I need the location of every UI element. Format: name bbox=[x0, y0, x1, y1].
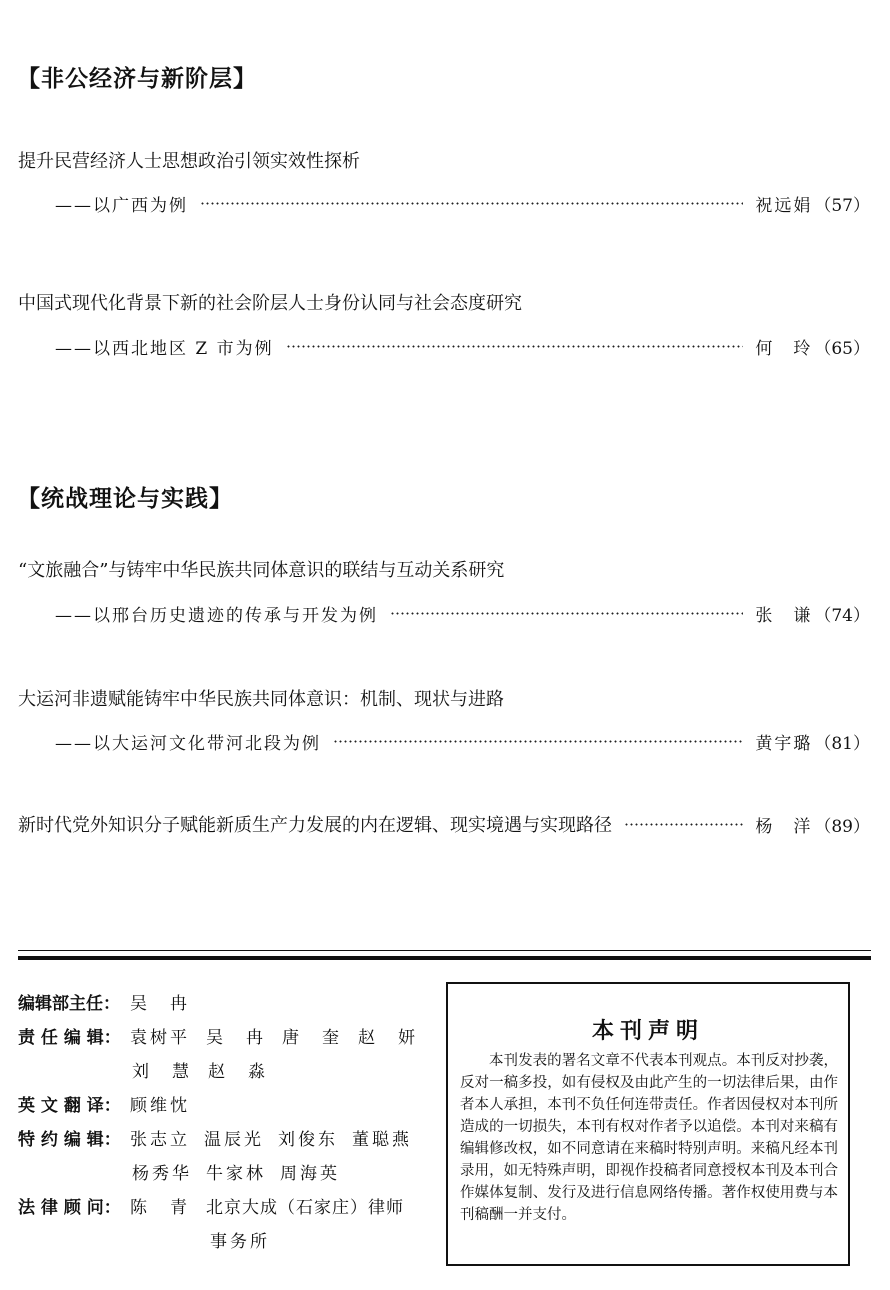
article-author: 张 谦 bbox=[755, 605, 813, 626]
notice-body: 本刊发表的署名文章不代表本刊观点。本刊反对抄袭，反对一稿多投，如有侵权及由此产生的一切法律后果，由作者本人承担，本刊不负任何连带责任。作者因侵权对本刊所造成的一切损失，本刊有权对作者予以追偿。本刊对来稿有编辑修改权，如不同意请在来稿时特别声明。来稿凡经本刊录用，如无特殊声明，即视作投稿者同意授权本刊及本刊合作媒体复制、发行及进行信息网络传播。著作权使用费与本刊稿酬一并支付。 bbox=[460, 1053, 838, 1223]
staff-name: 赵 妍 bbox=[358, 1028, 418, 1048]
article-title[interactable]: 提升民营经济人士思想政治引领实效性探析 bbox=[18, 151, 360, 172]
staff-name: 袁树平 bbox=[130, 1028, 190, 1048]
article-author: 黄宇璐 bbox=[755, 733, 813, 754]
article-author: 杨 洋 bbox=[755, 816, 813, 837]
article-page: （74） bbox=[814, 605, 870, 626]
staff-name: 吴 冉 bbox=[130, 994, 190, 1014]
staff-name: 顾维忱 bbox=[130, 1096, 190, 1116]
staff-label: 责 任 编 辑： bbox=[18, 1028, 121, 1048]
article-author: 何 玲 bbox=[755, 338, 813, 359]
divider-thin bbox=[18, 950, 871, 951]
section-title-2: 【统战理论与实践】 bbox=[17, 486, 233, 512]
staff-name: 温辰光 bbox=[204, 1130, 264, 1150]
staff-name: 吴 冉 bbox=[206, 1028, 266, 1048]
staff-name: 刘俊东 bbox=[278, 1130, 338, 1150]
staff-editors-row bbox=[18, 1027, 434, 1049]
staff-editors-row-cont bbox=[132, 1061, 284, 1083]
staff-name: 事务所 bbox=[210, 1232, 270, 1252]
staff-special-row-cont bbox=[132, 1163, 356, 1185]
section-title-1: 【非公经济与新阶层】 bbox=[17, 66, 257, 92]
staff-legal-row-cont bbox=[210, 1231, 286, 1253]
article-page: （65） bbox=[814, 338, 870, 359]
article-subtitle: ——以广西为例 bbox=[55, 195, 188, 216]
staff-name: 北京大成（石家庄）律师 bbox=[206, 1198, 404, 1218]
notice-title: 本刊声明 bbox=[591, 1019, 704, 1044]
staff-name: 牛家林 bbox=[206, 1164, 266, 1184]
staff-translator-row bbox=[18, 1095, 206, 1117]
staff-name: 唐 奎 bbox=[282, 1028, 342, 1048]
article-author: 祝远娟 bbox=[755, 195, 813, 216]
dot-leader bbox=[286, 345, 744, 348]
notice-box bbox=[446, 982, 850, 1266]
article-page: （89） bbox=[814, 816, 870, 837]
staff-name: 赵 淼 bbox=[208, 1062, 268, 1082]
staff-name: 杨秀华 bbox=[132, 1164, 192, 1184]
staff-name: 陈 青 bbox=[130, 1198, 190, 1218]
article-byline bbox=[55, 191, 870, 215]
staff-label: 特 约 编 辑： bbox=[18, 1130, 121, 1150]
article-subtitle: ——以西北地区 Z 市为例 bbox=[55, 338, 274, 359]
staff-label: 法 律 顾 问： bbox=[18, 1198, 121, 1218]
dot-leader bbox=[390, 612, 743, 615]
staff-legal-row bbox=[18, 1197, 404, 1219]
article-page: （57） bbox=[814, 195, 870, 216]
dot-leader bbox=[624, 823, 743, 826]
staff-name: 刘 慧 bbox=[132, 1062, 192, 1082]
article-subtitle: ——以大运河文化带河北段为例 bbox=[55, 733, 321, 754]
article-title[interactable]: 中国式现代化背景下新的社会阶层人士身份认同与社会态度研究 bbox=[18, 293, 522, 314]
article-byline bbox=[55, 334, 870, 358]
staff-name: 董聪燕 bbox=[352, 1130, 412, 1150]
staff-label: 英 文 翻 译： bbox=[18, 1096, 121, 1116]
divider-thick bbox=[18, 956, 871, 960]
article-page: （81） bbox=[814, 733, 870, 754]
dot-leader bbox=[200, 202, 743, 205]
article-title[interactable]: 大运河非遗赋能铸牢中华民族共同体意识：机制、现状与进路 bbox=[18, 689, 504, 710]
staff-special-row bbox=[18, 1129, 412, 1151]
staff-label: 编辑部主任： bbox=[18, 994, 120, 1014]
article-byline bbox=[55, 729, 870, 753]
staff-name: 周海英 bbox=[280, 1164, 340, 1184]
article-row[interactable] bbox=[18, 812, 870, 836]
staff-chief-row bbox=[18, 993, 206, 1015]
article-byline bbox=[55, 601, 870, 625]
article-title[interactable]: 新时代党外知识分子赋能新质生产力发展的内在逻辑、现实境遇与实现路径 bbox=[18, 815, 612, 836]
dot-leader bbox=[333, 740, 743, 743]
article-subtitle: ——以邢台历史遗迹的传承与开发为例 bbox=[55, 605, 378, 626]
article-title[interactable]: “文旅融合”与铸牢中华民族共同体意识的联结与互动关系研究 bbox=[18, 560, 505, 581]
staff-name: 张志立 bbox=[130, 1130, 190, 1150]
